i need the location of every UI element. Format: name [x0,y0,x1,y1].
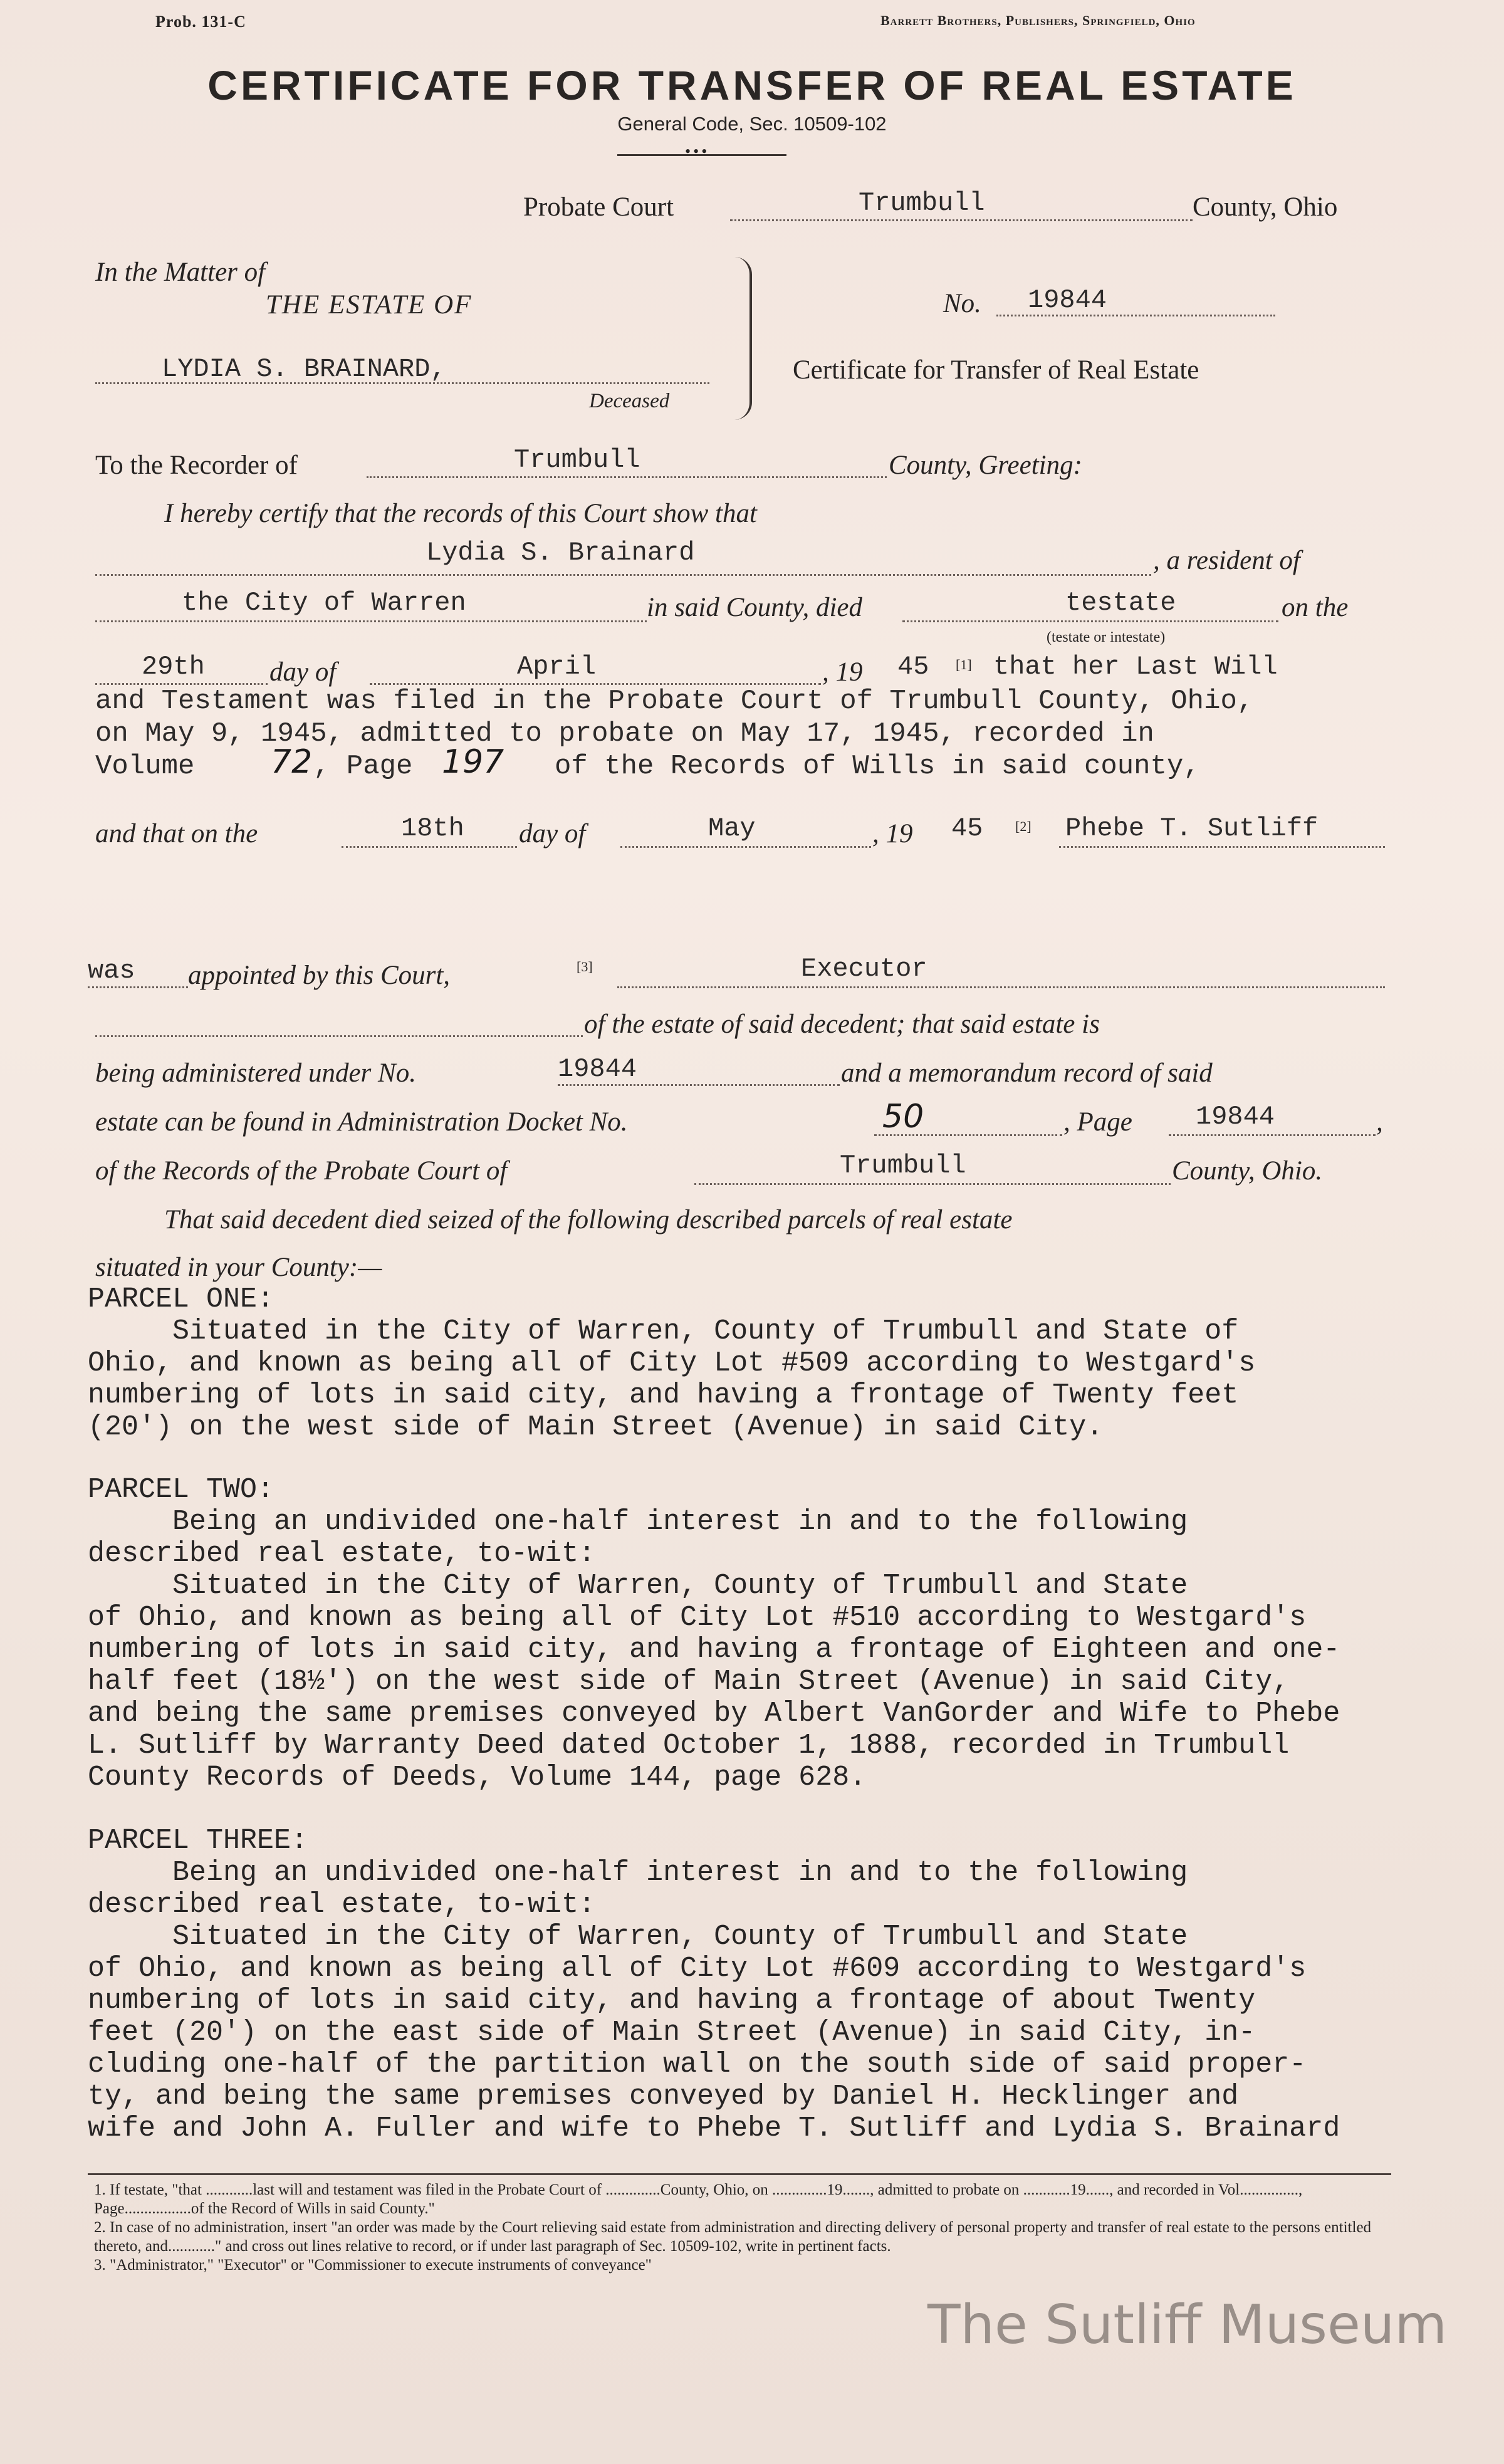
matter-brace [734,257,752,420]
parcel-line: and being the same premises conveyed by Albert VanGorder and Wife to Phebe [88,1698,1340,1730]
role-dots [617,986,1385,988]
admin-number: 19844 [558,1054,637,1084]
appt-year: 45 [951,813,983,843]
case-number: 19844 [1028,285,1107,315]
year-prefix: , 19 [822,657,863,687]
deceased-label: Deceased [589,390,670,412]
court-county-label: County, Ohio [1193,192,1338,222]
on-the-label: on the [1282,593,1349,622]
footnote-marker-1: [1] [956,657,972,672]
seized-text: That said decedent died seized of the following described parcels of real estate [164,1205,1013,1235]
parcel-line: described real estate, to-wit: [88,1538,596,1570]
appointee-role: Executor [801,954,927,984]
was-dots [88,986,188,988]
parcel-line: L. Sutliff by Warranty Deed dated October 1, 1888, recorded in Trumbull [88,1730,1290,1762]
records-court-dots [694,1183,1171,1185]
records-court-label: of the Records of the Probate Court of [95,1156,508,1186]
will-line3: on May 9, 1945, admitted to probate on May 17, 1945, recorded in [95,718,1154,749]
parcel-line: Being an undivided one-half interest in and to the following [88,1857,1188,1889]
testate-note: (testate or intestate) [1047,629,1166,645]
admin-label: being administered under No. [95,1058,416,1088]
death-year: 45 [897,652,929,682]
appt-day: 18th [401,813,464,843]
parcel-line: Being an undivided one-half interest in and to the following [88,1506,1188,1538]
parcel-line: numbering of lots in said city, and having a frontage of Twenty feet [88,1379,1239,1411]
death-month: April [517,652,597,682]
month-dots [370,683,821,685]
certify-name: Lydia S. Brainard [426,538,695,568]
residence-dots [95,620,647,622]
parcel-line: Situated in the City of Warren, County of Trumbull and State of [88,1315,1239,1347]
parcel-two [88,1474,1485,1793]
was-text: was [88,956,135,986]
parcel-three [88,1825,1485,2144]
parcel-heading: PARCEL TWO: [88,1474,274,1506]
parcel-line: numbering of lots in said city, and having a frontage of Eighteen and one- [88,1634,1340,1666]
docket-page-dots [1169,1134,1376,1136]
parcel-line: wife and John A. Fuller and wife to Phebe T. Sutliff and Lydia S. Brainard [88,2112,1340,2144]
appointed-label: appointed by this Court, [188,961,451,990]
footnotes [94,2181,1397,2275]
will-line2: and Testament was filed in the Probate Court of Trumbull County, Ohio, [95,686,1254,717]
publisher: Barrett Brothers, Publishers, Springfield, Ohio [880,13,1196,28]
parcel-line: ty, and being the same premises conveyed by Daniel H. Hecklinger and [88,2080,1239,2112]
parcel-line: described real estate, to-wit: [88,1889,596,1921]
resident-label: , a resident of [1153,546,1300,575]
and-that-label: and that on the [95,819,258,848]
page-number: 197 [442,743,504,781]
parcel-line: County Records of Deeds, Volume 144, page 628. [88,1762,867,1793]
footnote-1: 1. If testate, "that ............last will and testament was filed in the Probate Court of ..............County, Ohio, on ..............19......., admitted to probate on ............19......, and recorded in Vol..............., Page.................of the Record of Wills in said County." [94,2181,1303,2217]
records-text: of the Records of Wills in said county, [555,751,1200,782]
museum-watermark: The Sutliff Museum [927,2294,1448,2356]
footnote-rule [88,2173,1391,2175]
situated-text: situated in your County:— [95,1253,382,1282]
parcel-line: half feet (18½') on the west side of Main Street (Avenue) in said City, [88,1666,1290,1698]
certify-intro: I hereby certify that the records of this Court show that [164,499,757,528]
decedent-name: LYDIA S. BRAINARD, [162,354,446,384]
parcel-heading: PARCEL THREE: [88,1825,308,1857]
parcel-line: Ohio, and known as being all of City Lot #509 according to Westgard's [88,1347,1256,1379]
footnote-marker-3: [3] [577,959,593,974]
volume-label: Volume [95,751,195,782]
footnote-2: 2. In case of no administration, insert "an order was made by the Court relieving said estate from administration and directing delivery of personal property and transfer of real estate to the persons entitled thereto, and............" and cross out lines relative to record, or if under last paragraph of Sec. 10509-102, write in pertinent facts. [94,2219,1372,2255]
parcel-one [88,1283,1485,1443]
page-title: CERTIFICATE FOR TRANSFER OF REAL ESTATE [207,62,1297,108]
testate-dots [902,620,1278,622]
appointee-name: Phebe T. Sutliff [1065,813,1319,843]
docket-comma: , [1376,1107,1383,1137]
parcel-heading: PARCEL ONE: [88,1283,274,1315]
appointee-dots [1059,846,1385,848]
estate-dots [95,1035,583,1037]
name-dots [95,574,1151,576]
docket-dots [874,1134,1062,1136]
recorder-dots [367,476,887,478]
records-county-label: County, Ohio. [1172,1156,1323,1186]
testate-value: testate [1065,588,1176,618]
docket-number: 50 [882,1098,924,1135]
parcel-line: Situated in the City of Warren, County of Trumbull and State [88,1921,1188,1953]
will-text: that her Last Will [993,652,1278,682]
admin-dots [558,1084,840,1086]
case-no-label: No. [943,289,981,318]
court-county: Trumbull [859,188,985,218]
parcel-line: of Ohio, and known as being all of City Lot #510 according to Westgard's [88,1602,1307,1634]
docket-label: estate can be found in Administration Docket No. [95,1107,628,1137]
page-subtitle: General Code, Sec. 10509-102 [617,113,887,135]
form-number: Prob. 131-C [155,13,246,31]
matter-line2: THE ESTATE OF [266,290,473,320]
estate-text: of the estate of said decedent; that said estate is [584,1010,1100,1039]
appt-day-of: day of [519,819,586,848]
parcel-line: of Ohio, and known as being all of City Lot #609 according to Westgard's [88,1953,1307,1985]
court-dots [730,219,1193,221]
docket-page-label: , Page [1063,1107,1132,1137]
appt-year-prefix: , 19 [872,819,913,848]
parcel-line: feet (20') on the east side of Main Street (Avenue) in said City, in- [88,2017,1256,2049]
volume-number: 72 [271,743,313,781]
day-of-label: day of [269,657,337,687]
footnote-marker-2: [2] [1015,818,1031,834]
certificate-label: Certificate for Transfer of Real Estate [793,355,1199,385]
appt-month-dots [620,846,871,848]
parcel-line: numbering of lots in said city, and having a frontage of about Twenty [88,1985,1256,2017]
parcel-line: (20') on the west side of Main Street (Avenue) in said City. [88,1411,1104,1443]
matter-line1: In the Matter of [95,258,266,287]
day-dots [95,683,268,685]
footnote-3: 3. "Administrator," "Executor" or "Commissioner to execute instruments of conveyance" [94,2257,652,2273]
memo-text: and a memorandum record of said [841,1058,1213,1088]
residence: the City of Warren [182,588,466,618]
parcel-line: Situated in the City of Warren, County of Trumbull and State [88,1570,1188,1602]
court-label: Probate Court [523,192,674,222]
recorder-label: To the Recorder of [95,451,298,480]
death-day: 29th [142,652,205,682]
died-label: in said County, died [647,593,862,622]
appt-month: May [708,813,756,843]
recorder-greeting: County, Greeting: [889,451,1082,480]
recorder-county: Trumbull [514,445,640,475]
parcel-line: cluding one-half of the partition wall on the south side of said proper- [88,2049,1307,2080]
ornament-divider [617,154,786,159]
records-county: Trumbull [840,1151,966,1181]
appt-day-dots [342,846,517,848]
page-label: , Page [313,751,413,782]
docket-page: 19844 [1196,1102,1275,1132]
